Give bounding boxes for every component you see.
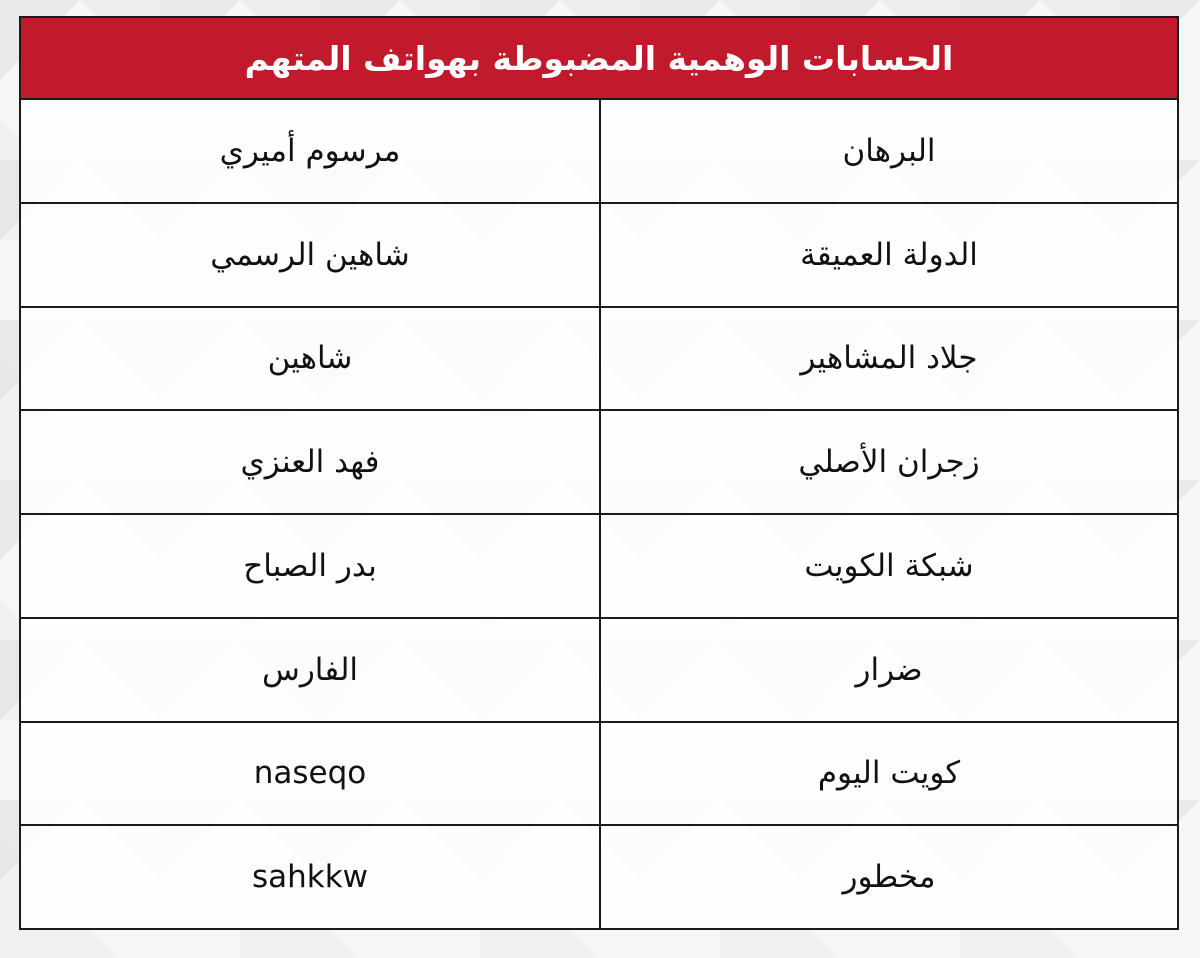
account-name-latin: sahkkw	[251, 859, 369, 896]
account-name-latin: naseqo	[253, 755, 367, 792]
table-title: الحسابات الوهمية المضبوطة بهواتف المتهم	[244, 38, 954, 78]
accounts-table	[19, 16, 1179, 930]
account-name-right: شبكة الكويت	[599, 515, 1177, 617]
account-name-left: الفارس	[262, 651, 358, 688]
account-name-right: كويت اليوم	[599, 723, 1177, 825]
account-name-left: شاهين الرسمي	[210, 236, 410, 273]
table-row	[21, 723, 1177, 827]
table-row	[21, 308, 1177, 412]
table-body	[21, 100, 1177, 928]
table-header	[21, 18, 1177, 100]
account-name-right: ضرار	[599, 619, 1177, 721]
account-name-right: الدولة العميقة	[599, 204, 1177, 306]
account-name-right: مخطور	[599, 826, 1177, 928]
table-row	[21, 100, 1177, 204]
account-name-left: بدر الصباح	[243, 547, 377, 584]
account-name-right: جلاد المشاهير	[599, 308, 1177, 410]
table-row	[21, 826, 1177, 928]
table-row	[21, 204, 1177, 308]
account-name-left	[21, 723, 599, 825]
account-name-right: البرهان	[599, 100, 1177, 202]
account-name-left: مرسوم أميري	[219, 132, 401, 169]
account-name-right: زجران الأصلي	[599, 411, 1177, 513]
table-row	[21, 515, 1177, 619]
table-row	[21, 619, 1177, 723]
table-row	[21, 411, 1177, 515]
account-name-left	[21, 826, 599, 928]
account-name-left: شاهين	[267, 340, 353, 377]
account-name-left: فهد العنزي	[240, 444, 380, 481]
